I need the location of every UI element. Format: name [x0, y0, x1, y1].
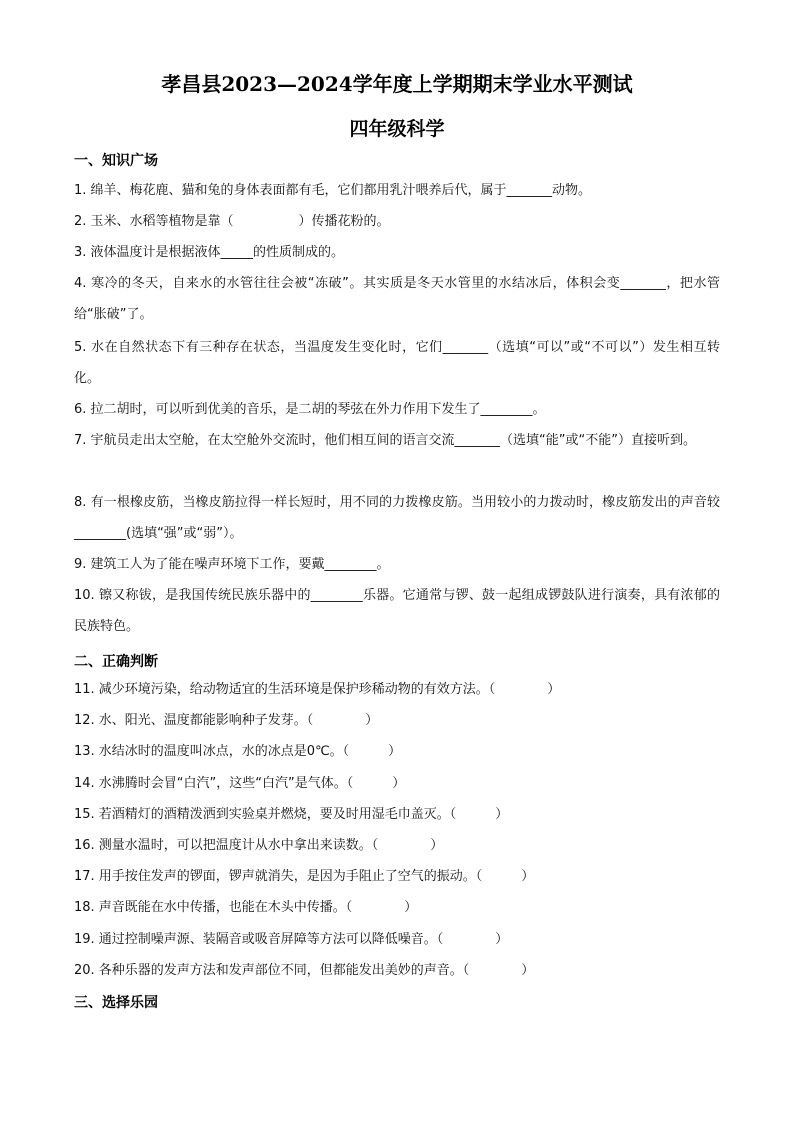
question-3: 3. 液体温度计是根据液体_____的性质制成的。 — [74, 245, 345, 260]
question-1: 1. 绵羊、梅花鹿、猫和兔的身体表面都有毛，它们都用乳汁喂养后代，属于_______动物。 — [74, 183, 592, 198]
question-20: 20. 各种乐器的发声方法和发声部位不同，但都能发出美妙的声音。（ ） — [74, 963, 535, 978]
question-15: 15. 若酒精灯的酒精泼洒到实验桌并燃烧，要及时用湿毛巾盖灭。（ ） — [74, 807, 509, 822]
question-7: 7. 宇航员走出太空舱，在太空舱外交流时，他们相互间的语言交流_______（选填“能”或“不能”）直接听到。 — [74, 433, 696, 448]
question-16: 16. 测量水温时，可以把温度计从水中拿出来读数。（ ） — [74, 838, 444, 853]
section-heading-knowledge: 一、知识广场 — [74, 153, 158, 169]
section-heading-choice: 三、选择乐园 — [74, 995, 158, 1011]
question-2: 2. 玉米、水稻等植物是靠（ ）传播花粉的。 — [74, 214, 390, 229]
question-5: 5. 水在自然状态下有三种存在状态，当温度发生变化时，它们_______（选填“可以”或“不可以”）发生相互转化。 — [74, 340, 720, 386]
question-13: 13. 水结冰时的温度叫冰点，水的冰点是0℃。（ ） — [74, 744, 402, 759]
question-18: 18. 声音既能在水中传播，也能在木头中传播。（ ） — [74, 900, 418, 915]
question-10: 10. 镲又称钹，是我国传统民族乐器中的________乐器。它通常与锣、鼓一起组成锣鼓队进行演奏，具有浓郁的民族特色。 — [74, 588, 720, 634]
question-17: 17. 用手按住发声的锣面，锣声就消失，是因为手阻止了空气的振动。（ ） — [74, 869, 535, 884]
question-12: 12. 水、阳光、温度都能影响种子发芽。（ ） — [74, 713, 379, 728]
question-8: 8. 有一根橡皮筋，当橡皮筋拉得一样长短时，用不同的力拨橡皮筋。当用较小的力拨动时，橡皮筋发出的声音较________(选填“强”或“弱”）。 — [74, 495, 720, 541]
exam-title: 孝昌县2023—2024学年度上学期期末学业水平测试 — [161, 72, 633, 96]
question-6: 6. 拉二胡时，可以听到优美的音乐，是二胡的琴弦在外力作用下发生了________。 — [74, 402, 546, 417]
question-11: 11. 减少环境污染，给动物适宜的生活环境是保护珍稀动物的有效方法。（ ） — [74, 682, 561, 697]
question-19: 19. 通过控制噪声源、装隔音或吸音屏障等方法可以降低噪音。（ ） — [74, 932, 509, 947]
question-4: 4. 寒冷的冬天，自来水的水管往往会被“冻破”。其实质是冬天水管里的水结冰后，体积会变_______，把水管给“胀破”了。 — [74, 276, 720, 322]
question-9: 9. 建筑工人为了能在噪声环境下工作，要戴________。 — [74, 557, 390, 572]
question-14: 14. 水沸腾时会冒“白汽”，这些“白汽”是气体。（ ） — [74, 776, 406, 791]
exam-subtitle: 四年级科学 — [349, 118, 445, 140]
section-heading-judgement: 二、正确判断 — [74, 654, 158, 670]
